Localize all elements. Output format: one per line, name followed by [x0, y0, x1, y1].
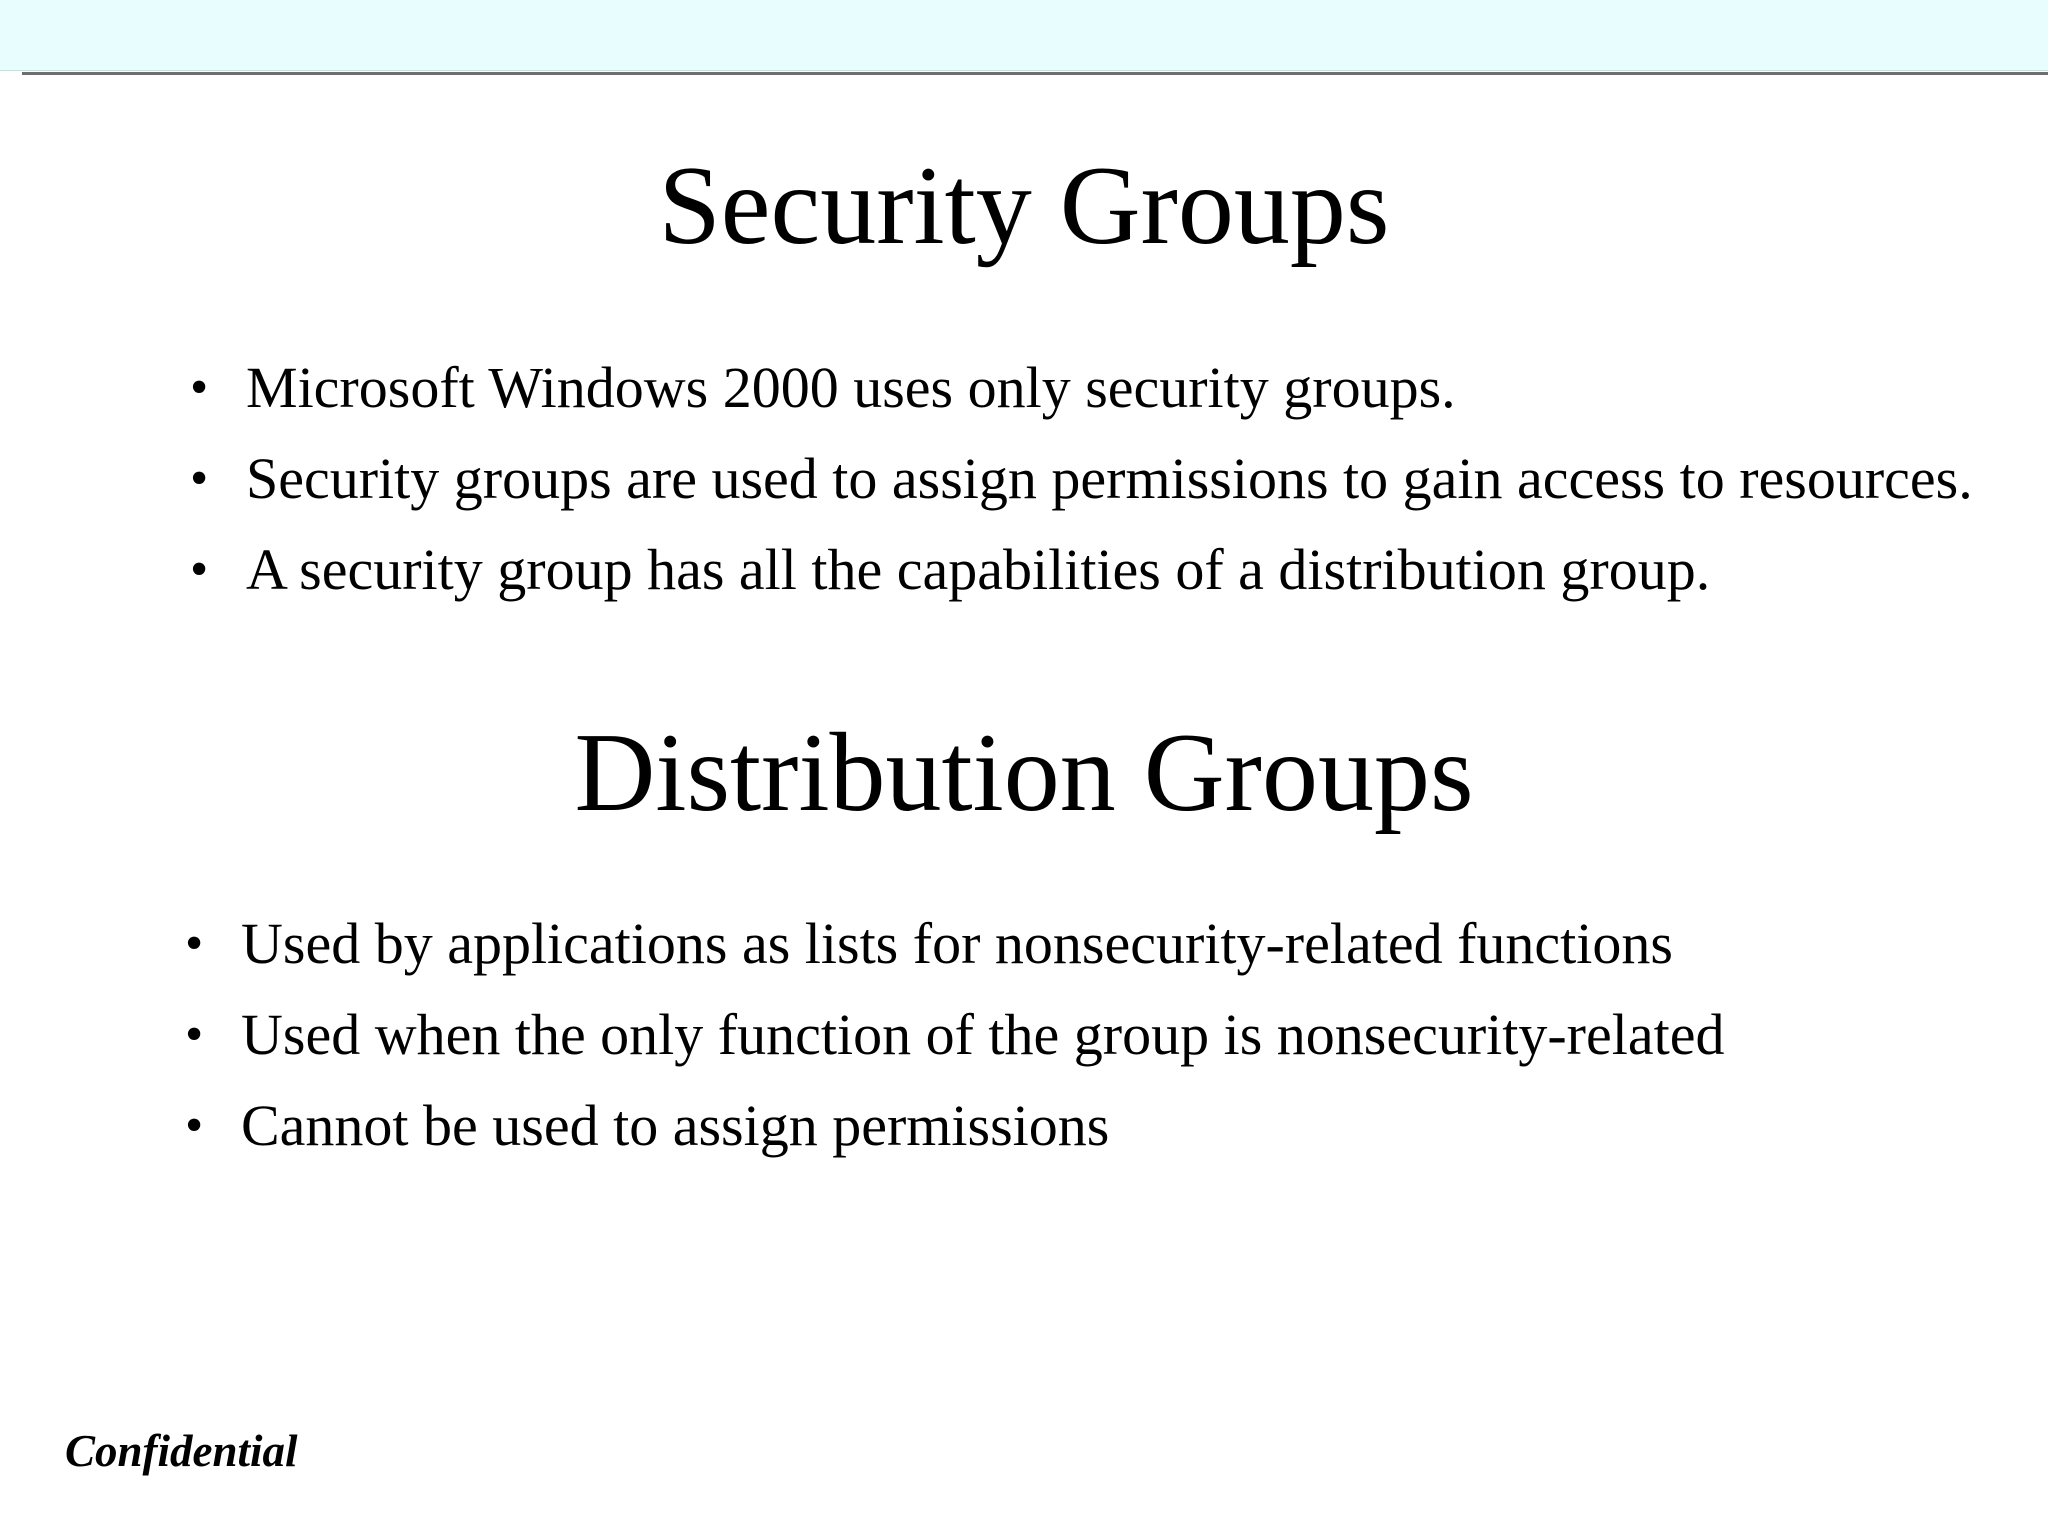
list-item — [190, 534, 2006, 605]
list-item-text: Microsoft Windows 2000 uses only security groups. — [246, 355, 1456, 420]
list-item — [185, 1090, 2001, 1161]
security-groups-title: Security Groups — [658, 144, 1390, 268]
distribution-groups-list — [185, 908, 2001, 1181]
bullet-icon: • — [190, 450, 209, 507]
list-item-text: Security groups are used to assign permissions to gain access to resources. — [246, 446, 1973, 511]
security-groups-list — [190, 352, 2006, 625]
list-item-text: A security group has all the capabilities of a distribution group. — [246, 537, 1711, 602]
list-item — [185, 908, 2001, 979]
list-item — [190, 352, 2006, 423]
list-item-text: Used by applications as lists for nonsecurity-related functions — [241, 911, 1673, 976]
list-item-text: Cannot be used to assign permissions — [241, 1093, 1110, 1158]
header-band — [0, 0, 2048, 71]
list-item — [190, 443, 2006, 514]
list-item-text: Used when the only function of the group is nonsecurity-related — [241, 1002, 1725, 1067]
distribution-groups-title: Distribution Groups — [574, 711, 1474, 835]
bullet-icon: • — [185, 1006, 204, 1063]
bullet-icon: • — [185, 915, 204, 972]
confidential-footer: Confidential — [65, 1426, 298, 1476]
bullet-icon: • — [190, 541, 209, 598]
bullet-icon: • — [185, 1097, 204, 1154]
header-divider — [22, 72, 2048, 75]
list-item — [185, 999, 2001, 1070]
bullet-icon: • — [190, 359, 209, 416]
